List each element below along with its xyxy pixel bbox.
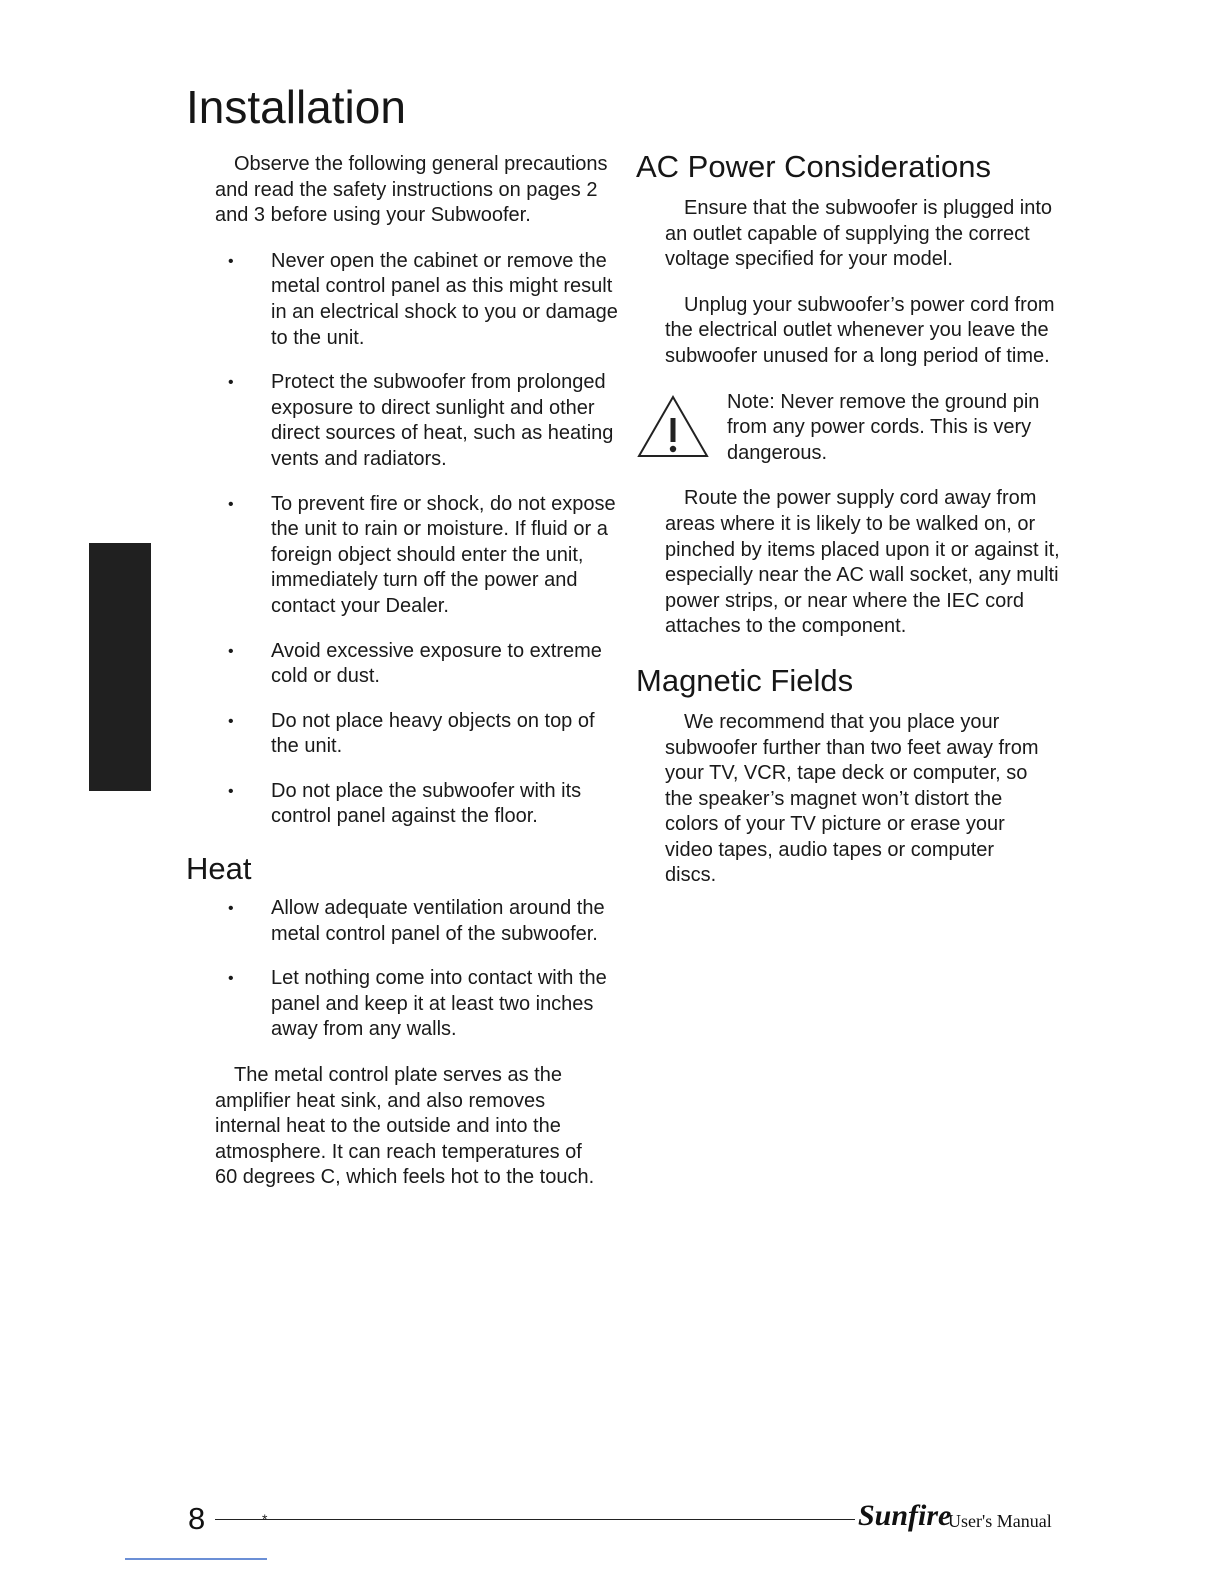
list-item: • To prevent fire or shock, do not expose the unit to rain or moisture. If fluid or a foreign object should enter the unit, immediately turn off the power and contact your Dealer. [228,492,616,617]
ac-paragraph-1: Ensure that the subwoofer is plugged into an outlet capable of supplying the correct voltage specified for your model. [665,197,1053,271]
note-text: Note: Never remove the ground pin from any power cords. This is very dangerous. [727,390,1040,464]
bullet-icon: • [228,900,234,918]
warning-note [636,390,1066,467]
list-item: • Do not place the subwoofer with its control panel against the floor. [228,779,582,828]
list-item: • Avoid excessive exposure to extreme cold or dust. [228,639,602,688]
bullet-icon: • [228,712,234,730]
star-icon: * [262,1511,268,1527]
bullet-icon: • [228,374,234,392]
heat-list [186,896,626,1043]
right-column [636,148,1066,889]
magnetic-fields-heading: Magnetic Fields [636,662,854,698]
list-item: • Never open the cabinet or remove the metal control panel as this might result in an electrical shock to you or damage to the unit. [228,249,618,349]
warning-triangle-icon [636,394,710,460]
list-item: • Allow adequate ventilation around the metal control panel of the subwoofer. [228,897,605,945]
list-item: • Protect the subwoofer from prolonged exposure to direct sunlight and other direct sources of heat, such as heating vents and radiators. [228,371,614,470]
bullet-icon: • [228,782,234,800]
ac-paragraph-2: Unplug your subwoofer’s power cord from the electrical outlet whenever you leave the subwoofer unused for a long period of time. [665,293,1055,367]
heat-heading: Heat [186,851,252,887]
bullet-icon: • [228,970,234,988]
page-title: Installation [186,81,406,133]
magnetic-paragraph: We recommend that you place your subwoofer further than two feet away from your TV, VCR, tape deck or computer, so the speaker’s magnet won’t distort the colors of your TV picture or erase your video tapes, audio tapes or computer discs. [665,710,1039,887]
page-number: 8 [188,1501,206,1536]
bullet-icon: • [228,642,234,660]
bullet-icon: • [228,495,234,513]
bullet-icon: • [228,252,234,270]
left-column [186,152,626,1191]
heat-paragraph: The metal control plate serves as the amplifier heat sink, and also removes internal heat to the outside and into the atmosphere. It can reach temperatures of 60 degrees C, which feels hot to the touch. [215,1064,595,1189]
precautions-list [186,249,626,830]
manual-label: User's Manual [948,1511,1052,1531]
chapter-side-tab [89,543,151,791]
intro-paragraph: Observe the following general precautions and read the safety instructions on pages 2 and 3 before using your Subwoofer. [215,153,608,227]
brand-logo: Sunfire [858,1499,952,1532]
ac-paragraph-3: Route the power supply cord away from areas where it is likely to be walked on, or pinched by items placed upon it or against it, especially near the AC wall socket, any multi power strips, or near where the IEC cord attaches to the component. [665,487,1060,638]
ac-power-heading: AC Power Considerations [636,149,991,184]
footer-divider [215,1519,855,1520]
scan-artifact-line [125,1558,267,1560]
list-item: • Let nothing come into contact with the panel and keep it at least two inches away from any walls. [228,967,607,1041]
list-item: • Do not place heavy objects on top of the unit. [228,709,595,758]
